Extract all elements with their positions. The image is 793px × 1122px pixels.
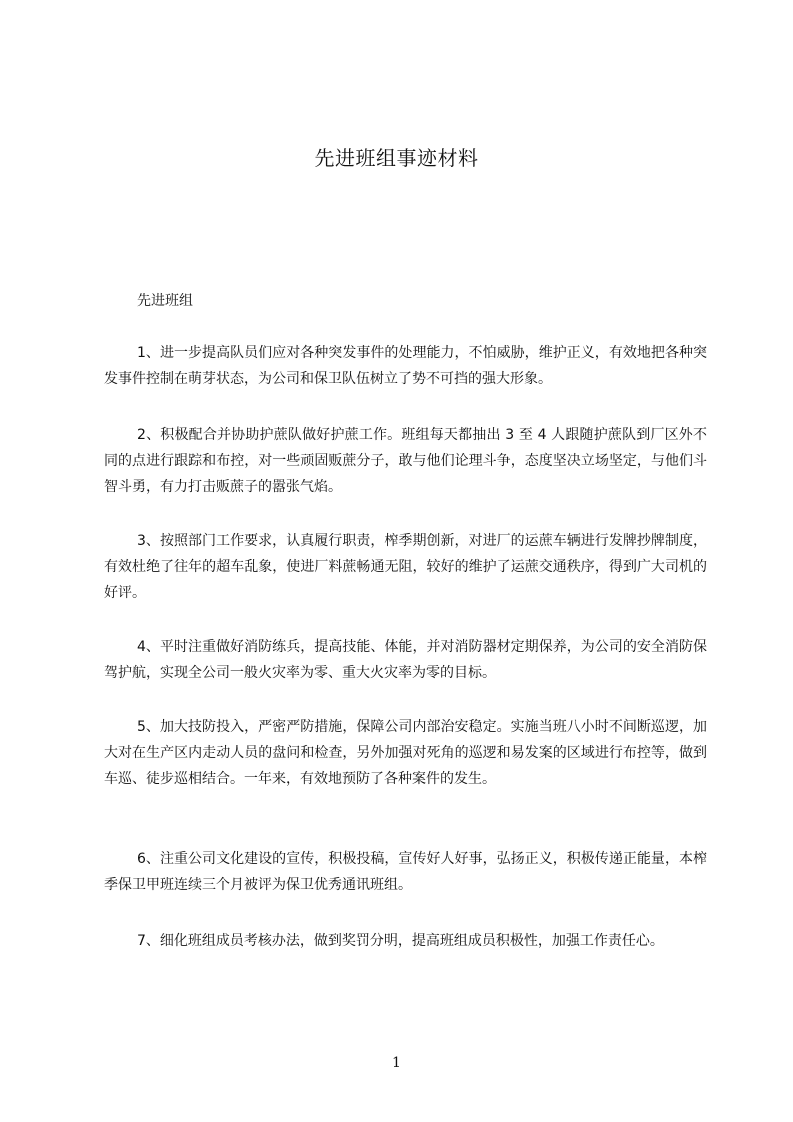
document-title: 先进班组事迹材料 xyxy=(314,146,479,170)
paragraph-3: 3、按照部门工作要求，认真履行职责，榨季期创新，对进厂的运蔗车辆进行发牌抄牌制度，有效杜绝了往年的超车乱象，使进厂料蔗畅通无阻，较好的维护了运蔗交通秩序，得到广大司机的好评。 xyxy=(104,533,707,601)
paragraph-4: 4、平时注重做好消防练兵，提高技能、体能，并对消防器材定期保养，为公司的安全消防保驾护航，实现全公司一般火灾率为零、重大火灾率为零的目标。 xyxy=(104,639,707,681)
paragraph-6: 6、注重公司文化建设的宣传，积极投稿，宣传好人好事，弘扬正义，积极传递正能量，本榨季保卫甲班连续三个月被评为保卫优秀通讯班组。 xyxy=(104,851,707,893)
paragraph-2: 2、积极配合并协助护蔗队做好护蔗工作。班组每天都抽出 3 至 4 人跟随护蔗队到厂区外不同的点进行跟踪和布控，对一些顽固贩蔗分子，敢与他们论理斗争，态度坚决立场坚定，与他们斗智斗勇，有力打击贩蔗子的嚣张气焰。 xyxy=(104,427,707,495)
section-heading: 先进班组 xyxy=(137,293,193,309)
paragraph-5: 5、加大技防投入，严密严防措施，保障公司内部治安稳定。实施当班八小时不间断巡逻，加大对在生产区内走动人员的盘问和检查，另外加强对死角的巡逻和易发案的区域进行布控等，做到车巡、徒步巡相结合。一年来，有效地预防了各种案件的发生。 xyxy=(104,719,707,787)
paragraph-1: 1、进一步提高队员们应对各种突发事件的处理能力，不怕威胁，维护正义，有效地把各种突发事件控制在萌芽状态，为公司和保卫队伍树立了势不可挡的强大形象。 xyxy=(104,345,707,387)
paragraph-7: 7、细化班组成员考核办法，做到奖罚分明，提高班组成员积极性，加强工作责任心。 xyxy=(137,933,664,949)
page-number: 1 xyxy=(392,1055,401,1071)
